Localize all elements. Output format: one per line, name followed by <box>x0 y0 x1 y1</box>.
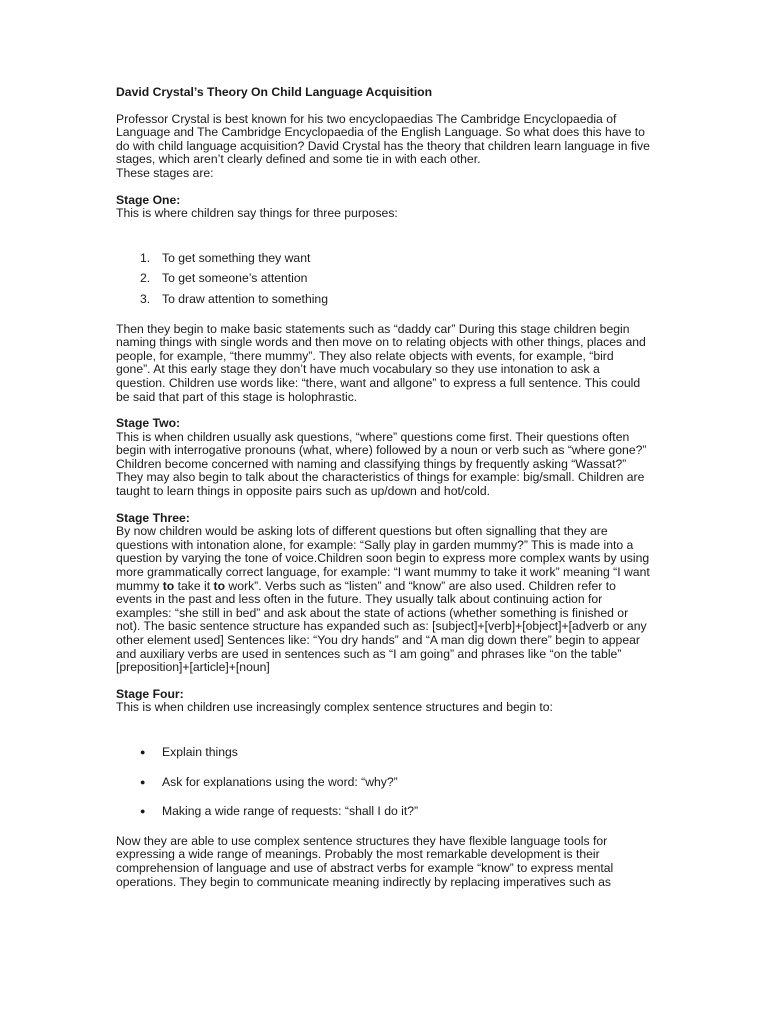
stage-one-purposes-list <box>116 252 650 307</box>
list-item <box>116 776 650 790</box>
stage-one-heading: Stage One: <box>116 192 181 207</box>
stage-four-body: Now they are able to use complex sentence structures they have flexible language tools for expressing a wide range of meanings. Probably the most remarkable development is their comprehension of language and use of abstract verbs for example “know” to express mental operations. They begin to communicate meaning indirectly by replacing imperatives such as <box>116 833 614 889</box>
document-title: David Crystal’s Theory On Child Language Acquisition <box>116 85 433 99</box>
list-item <box>116 252 650 266</box>
stage-three-bold-to-2: to <box>213 578 226 593</box>
list-item <box>116 746 650 760</box>
list-item <box>116 805 650 819</box>
intro-paragraph: Professor Crystal is best known for his two encyclopaedias The Cambridge Encyclopaedia of Language and The Cambridge Encyclopaedia of the English Language. So what does this have to do with child language acquisition? David Crystal has the theory that children learn language in five stages, which aren’t clearly defined and some tie in with each other. <box>116 111 650 167</box>
list-item-text: To get someone’s attention <box>162 271 308 286</box>
list-item <box>116 272 650 286</box>
stage-two-heading: Stage Two: <box>116 416 181 431</box>
stage-one-lead: This is where children say things for three purposes: <box>116 206 398 221</box>
stage-four-section <box>116 688 650 889</box>
bullet-icon: ● <box>140 746 146 757</box>
list-number: 3. <box>140 291 151 306</box>
stage-two-section <box>116 417 650 499</box>
list-item <box>116 293 650 307</box>
stage-three-heading: Stage Three: <box>116 510 190 525</box>
stage-four-lead: This is when children use increasingly complex sentence structures and begin to: <box>116 700 553 715</box>
stage-three-text-c: work”. Verbs such as “listen” and “know” are also used. Children refer to events in the past and less often in the future. They usually talk about continuing action for examples: “she still in bed” and ask about the state of actions (whether something is finished or not). The basic sentence structure has expanded such as: [subject]+[verb]+[object]+[adverb or any other element used] Sentences like: “You dry hands” and “A man dig down there” begin to appear and auxiliary verbs are used in sentences such as “I am going” and phrases like “on the table” [preposition]+[article]+[noun] <box>116 578 647 675</box>
stage-three-text-b: take it <box>174 578 214 593</box>
stage-three-body <box>116 525 650 675</box>
list-item-text: Explain things <box>162 744 238 759</box>
stage-three-bold-to-1: to <box>162 578 175 593</box>
list-item-text: Making a wide range of requests: “shall I do it?” <box>162 804 419 819</box>
stage-four-heading: Stage Four: <box>116 686 184 701</box>
stage-one-section <box>116 194 650 405</box>
stage-two-body: This is when children usually ask questions, “where” questions come first. Their questions often begin with interrogative pronouns (what, where) followed by a noun or verb such as “where gone?” Children become concerned with naming and classifying things by frequently asking “Wassat?” They may also begin to talk about the characteristics of things for example: big/small. Children are taught to learn things in opposite pairs such as up/down and hot/cold. <box>116 429 647 499</box>
stage-three-text-a: By now children would be asking lots of different questions but often signalling that they are questions with intonation alone, for example: “Sally play in garden mummy?” This is made into a question by varying the tone of voice.Children soon begin to express more complex wants by using more grammatically correct language, for example: “I want mummy to take it work” meaning “I want mummy <box>116 524 650 593</box>
stage-one-body: Then they begin to make basic statements such as “daddy car” During this stage children begin naming things with single words and then move on to relating objects with other things, places and people, for example, “there mummy”. They also relate objects with events, for example, “bird gone”. At this early stage they don’t have much vocabulary so they use intonation to ask a question. Children use words like: “there, want and allgone” to express a full sentence. This could be said that part of this stage is holophrastic. <box>116 321 646 404</box>
stages-intro-line: These stages are: <box>116 165 214 180</box>
document-page <box>116 86 650 889</box>
stage-three-section <box>116 512 650 675</box>
list-item-text: Ask for explanations using the word: “why?” <box>162 774 398 789</box>
list-number: 1. <box>140 250 151 265</box>
list-item-text: To draw attention to something <box>162 291 328 306</box>
bullet-icon: ● <box>140 776 146 787</box>
list-number: 2. <box>140 271 151 286</box>
list-item-text: To get something they want <box>162 250 311 265</box>
stage-four-bullet-list <box>116 746 650 819</box>
bullet-icon: ● <box>140 806 146 817</box>
